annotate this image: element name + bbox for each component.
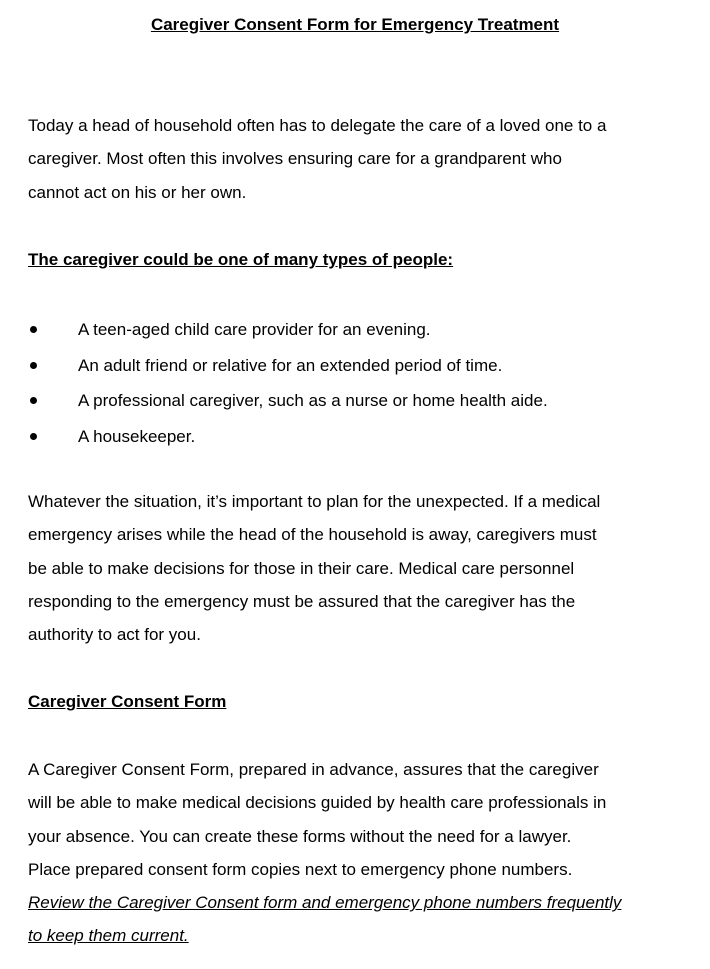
bullet-icon	[30, 433, 37, 440]
list-item	[28, 312, 698, 348]
list-item-text: A professional caregiver, such as a nurse or home health aide.	[78, 391, 548, 411]
situation-line: Whatever the situation, it’s important to plan for the unexpected. If a medical	[28, 492, 601, 511]
situation-paragraph	[28, 485, 698, 651]
form-line: your absence. You can create these forms without the need for a lawyer.	[28, 826, 572, 846]
consent-form-paragraph	[28, 753, 698, 953]
intro-line: cannot act on his or her own.	[28, 182, 247, 202]
situation-line: authority to act for you.	[28, 625, 201, 645]
document-title: Caregiver Consent Form for Emergency Treatment	[150, 15, 560, 34]
caregiver-types-list	[28, 312, 698, 455]
list-item	[28, 419, 698, 455]
intro-line: Today a head of household often has to delegate the care of a loved one to a	[28, 116, 607, 135]
situation-line: responding to the emergency must be assured that the caregiver has the	[28, 591, 576, 611]
form-line: will be able to make medical decisions guided by health care professionals in	[28, 793, 607, 813]
situation-line: emergency arises while the head of the household is away, caregivers must	[28, 525, 597, 545]
review-reminder-line: Review the Caregiver Consent form and emergency phone numbers frequently	[28, 893, 622, 913]
intro-line: caregiver. Most often this involves ensuring care for a grandparent who	[28, 149, 562, 169]
list-item	[28, 383, 698, 419]
situation-line: be able to make decisions for those in their care. Medical care personnel	[28, 558, 575, 578]
review-reminder-line: to keep them current.	[28, 926, 189, 946]
list-item	[28, 348, 698, 384]
consent-form-heading: Caregiver Consent Form	[28, 692, 227, 711]
bullet-icon	[30, 397, 37, 404]
list-item-text: A housekeeper.	[78, 427, 196, 447]
form-line: A Caregiver Consent Form, prepared in advance, assures that the caregiver	[28, 760, 599, 779]
list-item-text: A teen-aged child care provider for an evening.	[78, 320, 431, 339]
form-line: Place prepared consent form copies next to emergency phone numbers.	[28, 859, 573, 879]
types-heading: The caregiver could be one of many types of people:	[28, 250, 454, 269]
intro-paragraph	[28, 109, 698, 209]
bullet-icon	[30, 326, 37, 333]
list-item-text: An adult friend or relative for an extended period of time.	[78, 355, 503, 375]
bullet-icon	[30, 362, 37, 369]
